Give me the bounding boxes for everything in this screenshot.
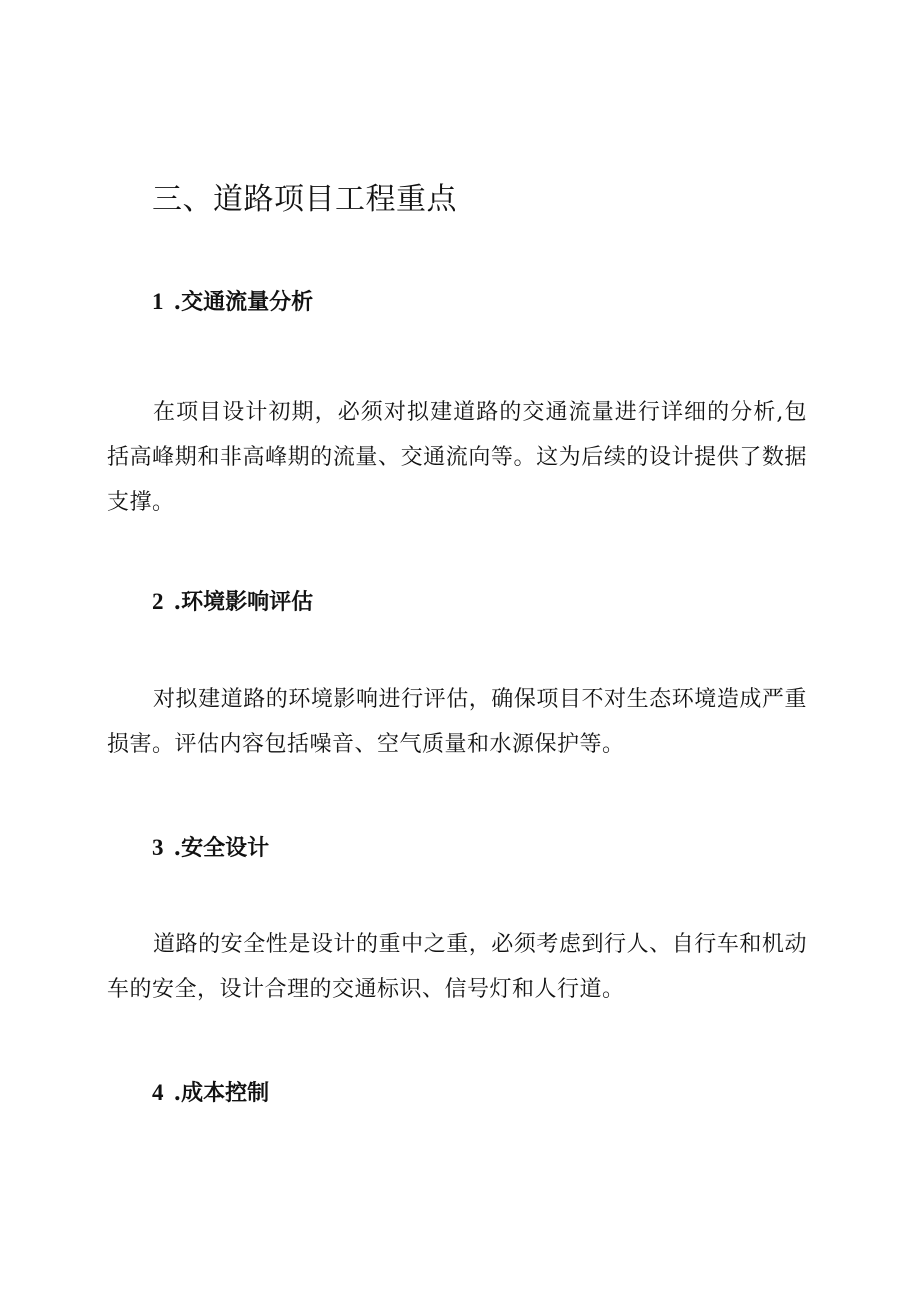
item-dot-2: . — [173, 589, 182, 615]
item-title-4: 成本控制 — [181, 1080, 270, 1106]
item-number-2: 2 — [152, 589, 164, 614]
item-body-1: 在项目设计初期，必须对拟建道路的交通流量进行详细的分析,包括高峰期和非高峰期的流量、交通流向等。这为后续的设计提供了数据支撑。 — [107, 400, 807, 515]
item-number-4: 4 — [152, 1080, 164, 1105]
item-body-2: 对拟建道路的环境影响进行评估，确保项目不对生态环境造成严重损害。评估内容包括噪音、空气质量和水源保护等。 — [107, 687, 807, 757]
item-dot-3: . — [173, 835, 182, 861]
item-heading-2 — [152, 582, 313, 622]
item-heading-3 — [152, 828, 269, 868]
section-title: 三、道路项目工程重点 — [152, 182, 457, 217]
item-dot-1: . — [173, 289, 182, 315]
item-heading-1 — [152, 282, 313, 322]
item-title-1: 交通流量分析 — [181, 289, 314, 315]
item-number-3: 3 — [152, 835, 164, 860]
item-body-3: 道路的安全性是设计的重中之重，必须考虑到行人、自行车和机动车的安全，设计合理的交通标识、信号灯和人行道。 — [107, 932, 807, 1002]
item-title-3: 安全设计 — [181, 835, 270, 861]
item-heading-4 — [152, 1073, 269, 1113]
item-title-2: 环境影响评估 — [181, 589, 314, 615]
item-dot-4: . — [173, 1080, 182, 1106]
item-number-1: 1 — [152, 289, 164, 314]
